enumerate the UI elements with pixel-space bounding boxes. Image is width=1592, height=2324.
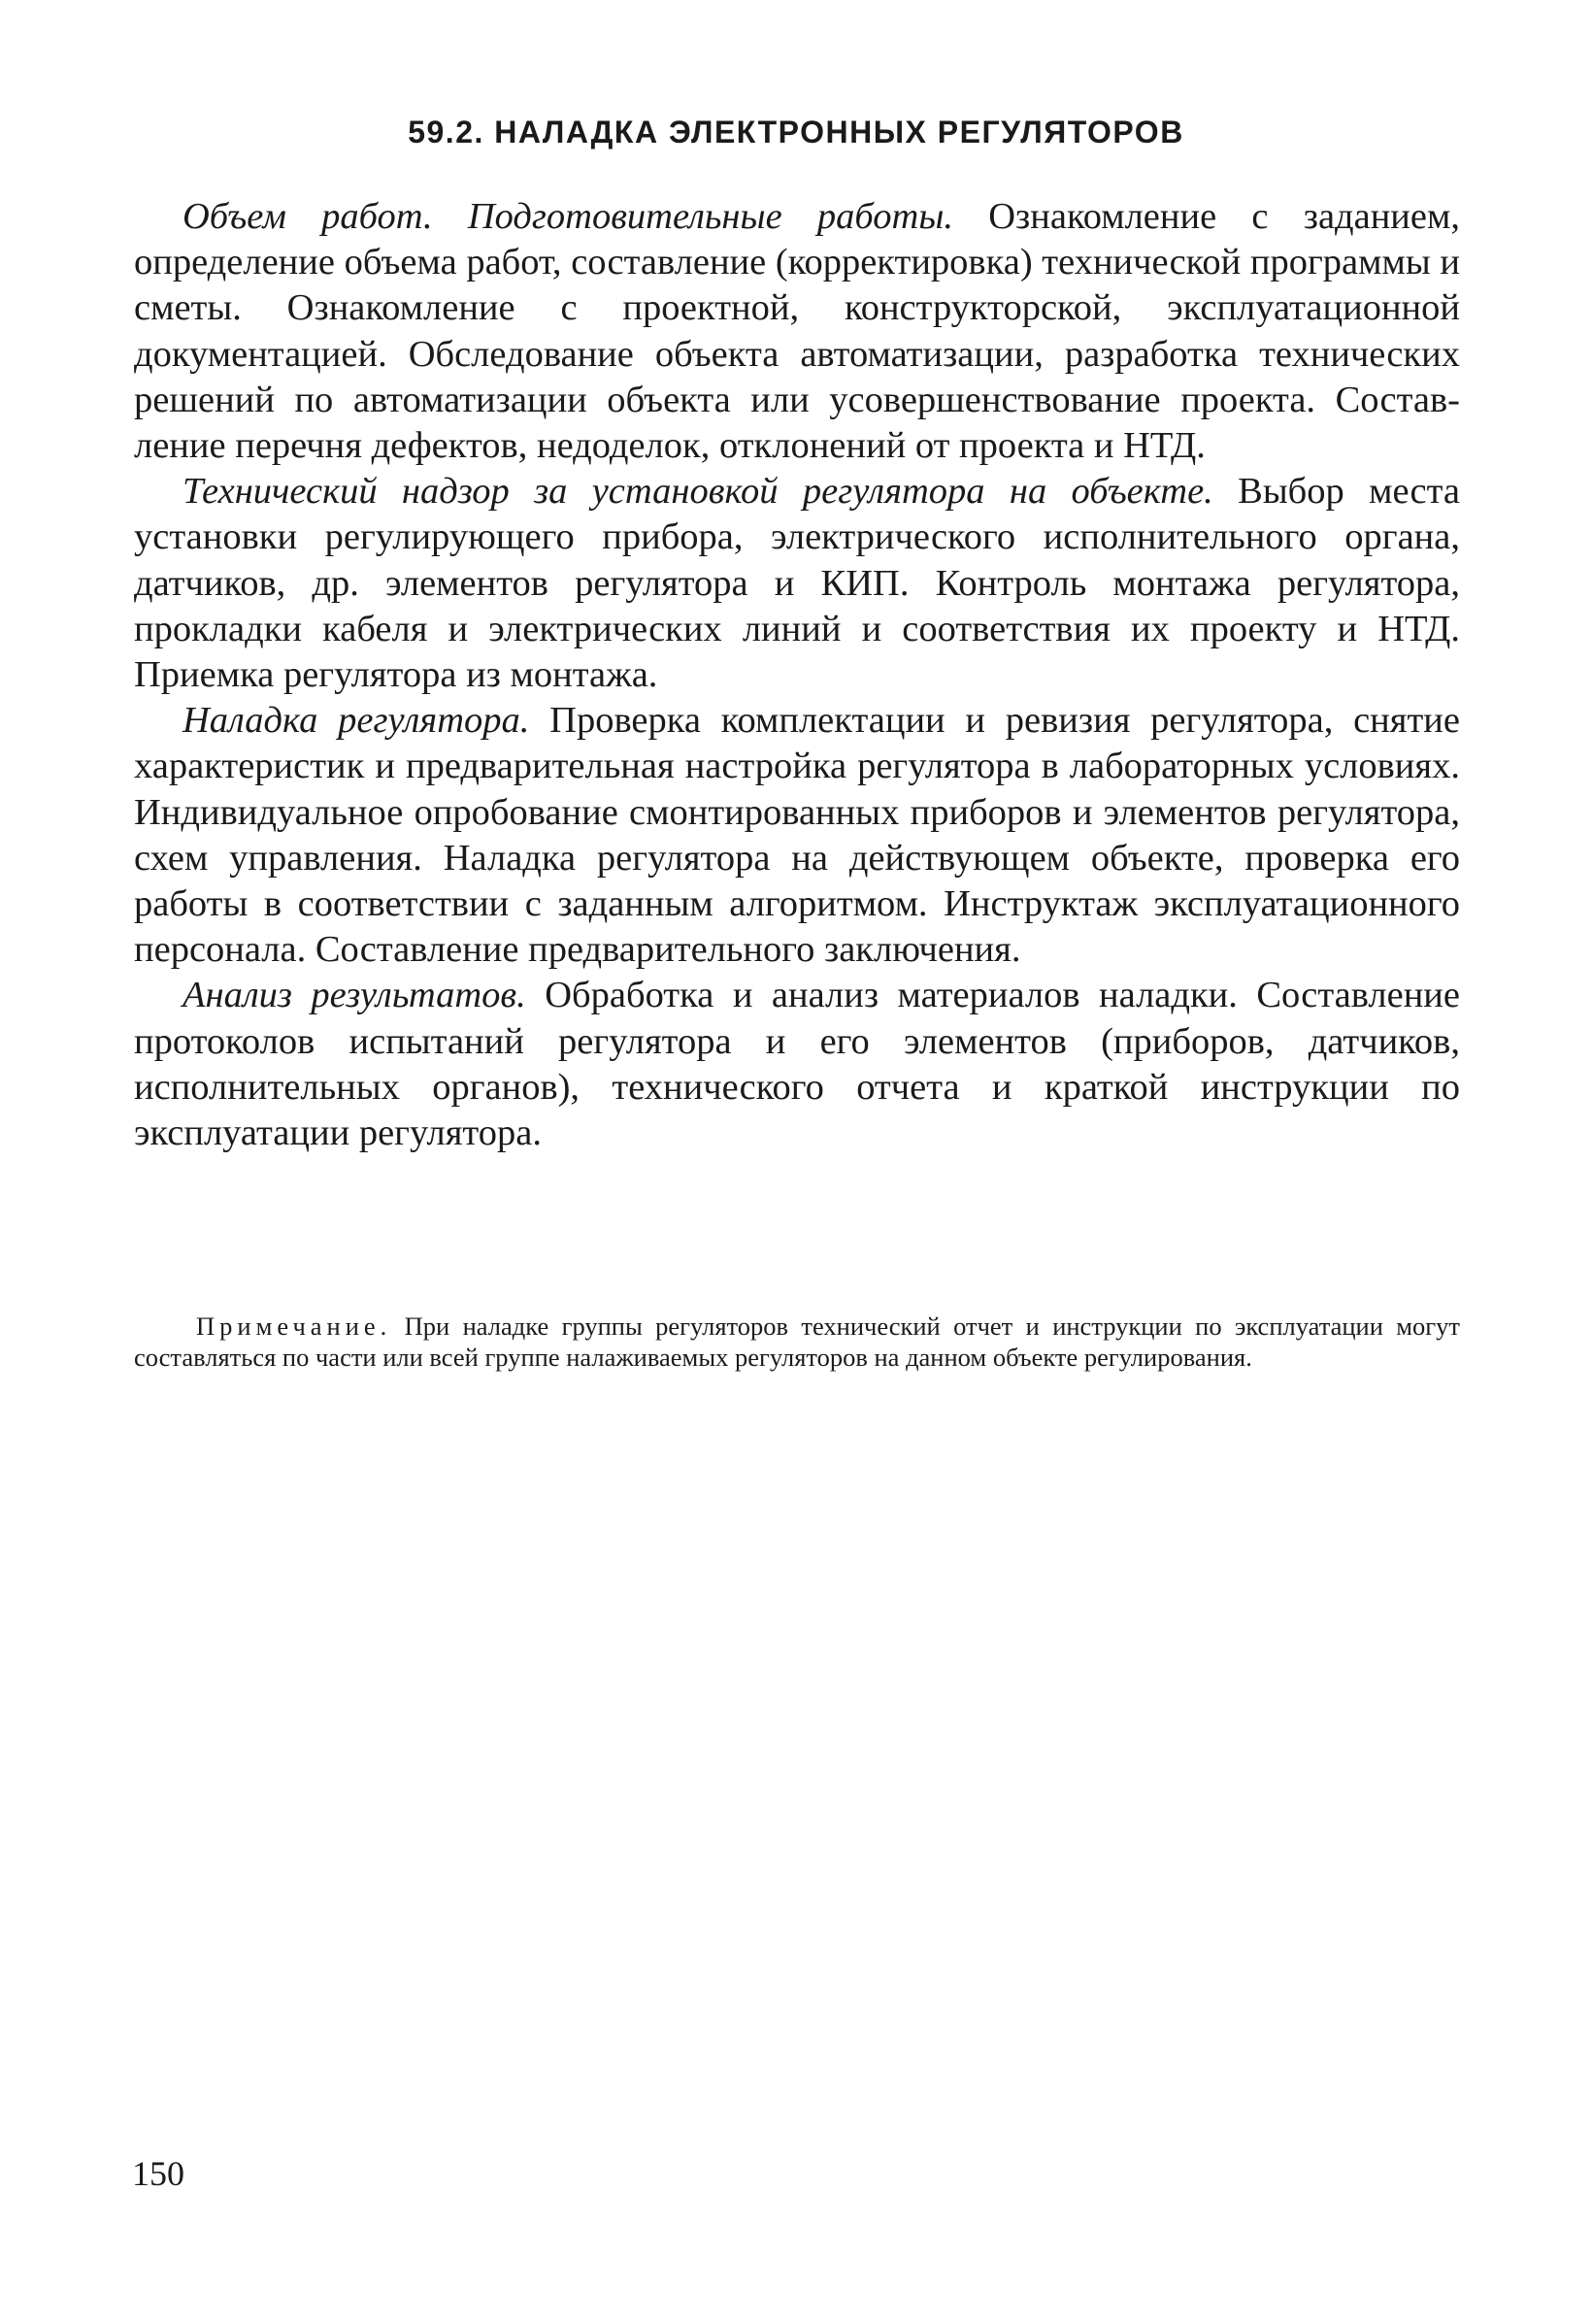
note-label: Примечание.: [196, 1311, 392, 1341]
paragraph-text: Выбор места установки регулирующего прибора, электрического исполнительного органа, датчиков, др. элементов регулятора и КИП. Контроль монтажа регулятора, прокладки кабеля и электрических линий и соответствия их проекту и НТД. Приемка регулятора из монтажа.: [134, 471, 1460, 696]
paragraph-results-analysis: [134, 973, 1460, 1156]
note-paragraph: [134, 1311, 1460, 1373]
footnote: [134, 1311, 1460, 1373]
section-heading: 59.2. НАЛАДКА ЭЛЕКТРОННЫХ РЕГУЛЯТОРОВ: [408, 115, 1184, 149]
body-text: [134, 194, 1460, 1156]
note-text: При наладке группы регуляторов технический отчет и инструкции по эксплуатации могут составляться по части или всей группе налаживаемых регуляторов на данном объекте регулирования.: [134, 1311, 1460, 1372]
paragraph-lead: Технический надзор за установкой регулятора на объекте.: [182, 471, 1213, 513]
paragraph-regulator-adjustment: [134, 698, 1460, 973]
paragraph-text: Проверка комплектации и ревизия регулятора, снятие характеристик и предварительная настройка регулятора в лабораторных условиях. Индивидуальное опробование смонтированных приборов и элементов регулятора, схем управления. Наладка регулятора на действующем объекте, проверка его работы в соответствии с заданным алгоритмом. Инструктаж эксплуатационного персонала. Составление предварительного заключения.: [134, 700, 1460, 971]
paragraph-text: Ознакомление с заданием, определение объема работ, составление (корректировка) технической программы и сметы. Ознакомление с проектной, конструкторской, эксплуатационной документацией. Обследование объекта автоматизации, разработка технических решений по автоматизации объекта или усовершенствование проекта. Составление перечня дефектов, недоделок, отклонений от проекта и НТД.: [134, 196, 1460, 467]
paragraph-lead: Объем работ. Подготовительные работы.: [182, 196, 954, 237]
paragraph-technical-supervision: [134, 469, 1460, 698]
paragraph-text: Обработка и анализ материалов наладки. Составление протоколов испытаний регулятора и его элементов (приборов, датчиков, исполнительных органов), технического отчета и краткой инструкции по эксплуатации регулятора.: [134, 975, 1460, 1154]
paragraph-scope-of-work: [134, 194, 1460, 469]
page-number: 150: [132, 2154, 184, 2193]
paragraph-lead: Наладка регулятора.: [182, 700, 530, 742]
paragraph-lead: Анализ результатов.: [182, 975, 526, 1016]
